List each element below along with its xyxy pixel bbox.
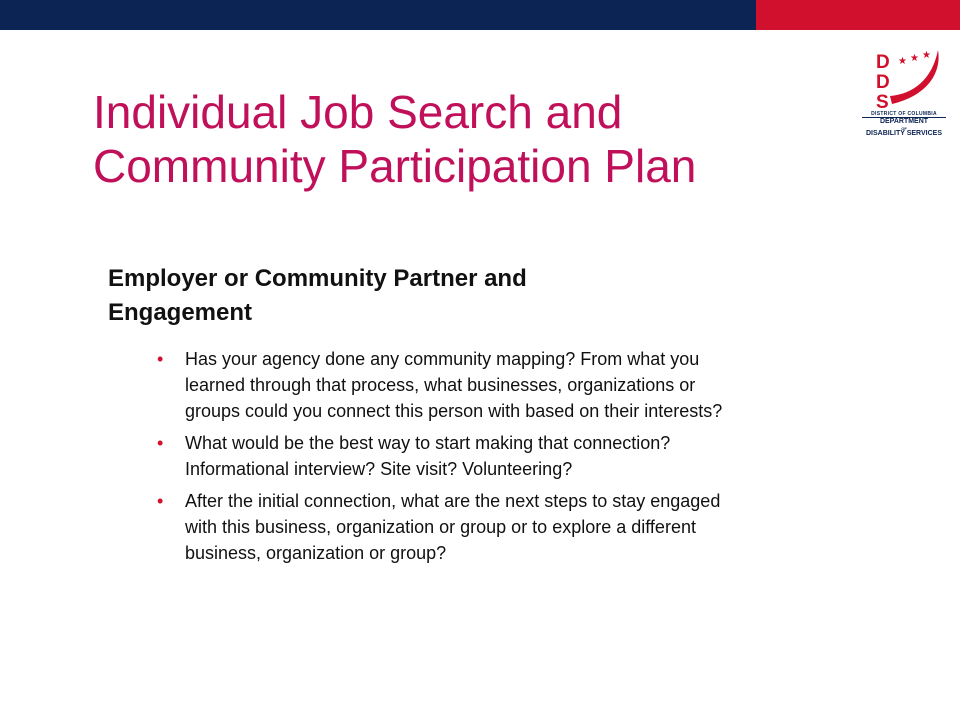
slide-title xyxy=(93,85,853,193)
bullet-icon: • xyxy=(157,349,164,369)
bullet-icon: • xyxy=(157,433,164,453)
logo-letter-d1: D xyxy=(876,52,890,73)
logo-letter-d2: D xyxy=(876,72,890,93)
top-bar-navy xyxy=(0,0,756,30)
logo-services-text: DISABILITY SERVICES xyxy=(866,130,942,137)
bullet-icon: • xyxy=(157,491,164,511)
top-bar-red xyxy=(756,0,960,30)
slide-title-line: Individual Job Search and xyxy=(93,86,623,138)
logo-department-text: DEPARTMENT xyxy=(879,118,929,125)
section-heading xyxy=(108,262,808,330)
star-icon: ★ xyxy=(910,53,919,64)
dds-logo xyxy=(858,44,950,142)
section-heading-line: Engagement xyxy=(108,299,253,326)
star-icon: ★ xyxy=(898,56,907,67)
bullet-list xyxy=(157,346,917,572)
bullet-item xyxy=(157,488,917,566)
slide-title-line: Community Participation Plan xyxy=(93,140,697,192)
logo-district-text: DISTRICT OF COLUMBIA xyxy=(871,111,937,117)
dds-logo-mark xyxy=(858,44,950,110)
star-icon: ★ xyxy=(922,50,931,61)
logo-of-text: OF xyxy=(901,126,907,131)
bullet-text: Has your agency done any community mapping? From what you learned through that process, what businesses, organizations or groups could you connect this person with based on their interests? xyxy=(185,349,723,421)
bullet-item xyxy=(157,430,917,482)
bullet-item xyxy=(157,346,917,424)
bullet-text: After the initial connection, what are the next steps to stay engaged with this business, organization or group or to explore a different business, organization or group? xyxy=(185,491,721,563)
bullet-text: What would be the best way to start making that connection? Informational interview? Site visit? Volunteering? xyxy=(185,433,671,479)
logo-letter-s: S xyxy=(876,92,889,110)
section-heading-line: Employer or Community Partner and xyxy=(108,265,527,292)
